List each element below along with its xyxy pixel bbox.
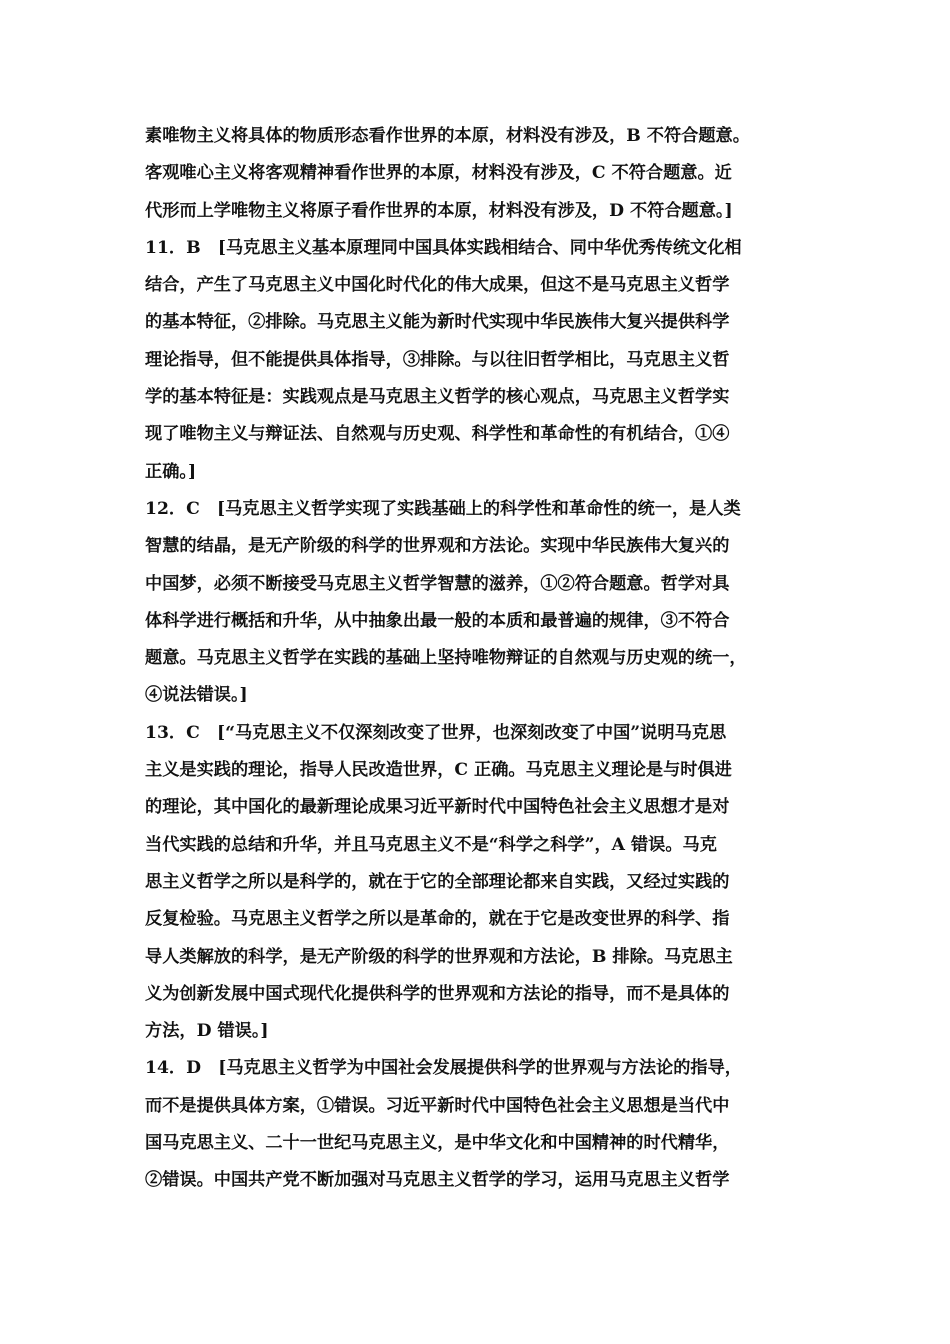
text-line: 主义是实践的理论，指导人民改造世界，C 正确。马克思主义理论是与时俱进 xyxy=(145,760,732,781)
text-line: 正确。] xyxy=(145,461,197,482)
question-12-line: 12．C [马克思主义哲学实现了实践基础上的科学性和革命性的统一，是人类 xyxy=(145,498,741,519)
text-line: 现了唯物主义与辩证法、自然观与历史观、科学性和革命性的有机结合，①④ xyxy=(145,424,730,445)
text-line: 智慧的结晶，是无产阶级的科学的世界观和方法论。实现中华民族伟大复兴的 xyxy=(145,536,730,557)
text-line: 素唯物主义将具体的物质形态看作世界的本原，材料没有涉及，B 不符合题意。 xyxy=(145,126,750,146)
text-line: 而不是提供具体方案，①错误。习近平新时代中国特色社会主义思想是当代中 xyxy=(145,1095,730,1116)
question-14-line: 14．D [马克思主义哲学为中国社会发展提供科学的世界观与方法论的指导， xyxy=(145,1058,742,1079)
text-line: 导人类解放的科学，是无产阶级的科学的世界观和方法论，B 排除。马克思主 xyxy=(145,946,733,967)
text-line: 客观唯心主义将客观精神看作世界的本原，材料没有涉及，C 不符合题意。近 xyxy=(145,163,732,184)
question-13-line: 13．C [“马克思主义不仅深刻改变了世界，也深刻改变了中国”说明马克思 xyxy=(145,722,727,743)
text-line: 代形而上学唯物主义将原子看作世界的本原，材料没有涉及，D 不符合题意。] xyxy=(145,200,733,221)
text-line: 的基本特征，②排除。马克思主义能为新时代实现中华民族伟大复兴提供科学 xyxy=(145,312,730,333)
text-line: 结合，产生了马克思主义中国化时代化的伟大成果，但这不是马克思主义哲学 xyxy=(145,275,730,296)
text-line: ④说法错误。] xyxy=(145,685,248,706)
text-line: 思主义哲学之所以是科学的，就在于它的全部理论都来自实践，又经过实践的 xyxy=(145,871,730,892)
question-11-line: 11．B [马克思主义基本原理同中国具体实践相结合、同中华优秀传统文化相 xyxy=(145,237,742,258)
text-line: ②错误。中国共产党不断加强对马克思主义哲学的学习，运用马克思主义哲学 xyxy=(145,1170,730,1191)
text-line: 方法，D 错误。] xyxy=(145,1021,269,1042)
text-line: 当代实践的总结和升华，并且马克思主义不是“科学之科学”，A 错误。马克 xyxy=(145,834,717,855)
text-line: 理论指导，但不能提供具体指导，③排除。与以往旧哲学相比，马克思主义哲 xyxy=(145,349,730,370)
text-line: 中国梦，必须不断接受马克思主义哲学智慧的滋养，①②符合题意。哲学对具 xyxy=(145,573,730,594)
answer-explanation-text xyxy=(145,118,815,1200)
text-line: 义为创新发展中国式现代化提供科学的世界观和方法论的指导，而不是具体的 xyxy=(145,983,730,1004)
text-line: 题意。马克思主义哲学在实践的基础上坚持唯物辩证的自然观与历史观的统一， xyxy=(145,648,747,669)
text-line: 体科学进行概括和升华，从中抽象出最一般的本质和最普遍的规律，③不符合 xyxy=(145,610,730,631)
text-line: 国马克思主义、二十一世纪马克思主义，是中华文化和中国精神的时代精华， xyxy=(145,1133,730,1154)
text-line: 的理论，其中国化的最新理论成果习近平新时代中国特色社会主义思想才是对 xyxy=(145,797,730,818)
text-line: 学的基本特征是：实践观点是马克思主义哲学的核心观点，马克思主义哲学实 xyxy=(145,387,730,408)
text-line: 反复检验。马克思主义哲学之所以是革命的，就在于它是改变世界的科学、指 xyxy=(145,909,730,930)
